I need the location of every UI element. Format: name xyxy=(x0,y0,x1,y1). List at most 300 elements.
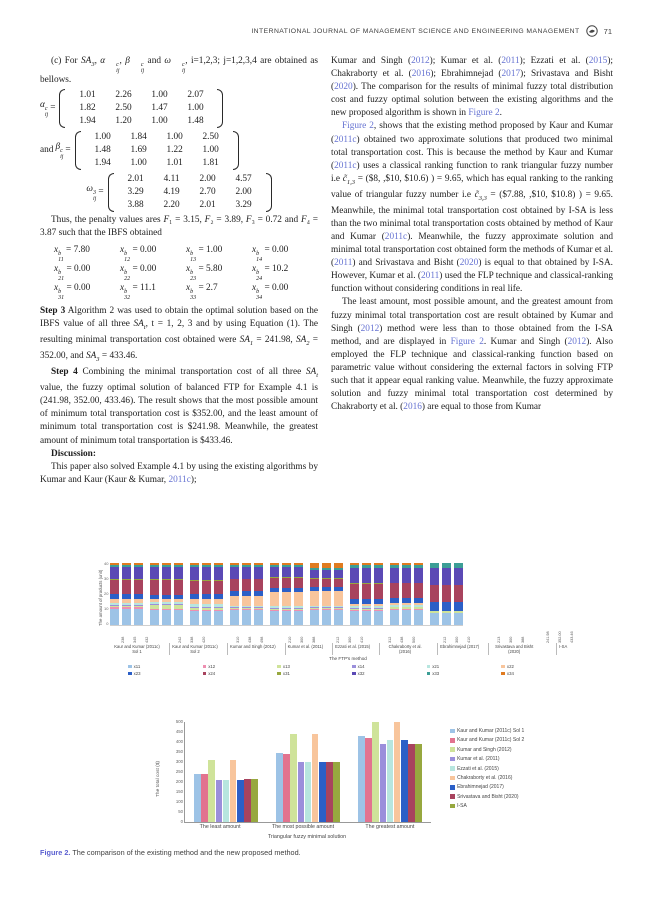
solution-value: x b 12 = 0.00 xyxy=(120,245,157,264)
bar-segment xyxy=(174,610,183,625)
top-chart-yaxis xyxy=(104,562,108,626)
paragraph: Figure 2, shows that the existing method proposed by Kaur and Kumar (2011c) obtained two approximate solutions that produced two minimal total transportation cost. This is because the method by Kaur and Kumar (2011c) uses a classical ranking function to rank triangular fuzzy number i.e $c̃_{1,3}$ = ($8, ,$10, $10.6) ) = 9.65, which has equal ranking to the ranking value of triangular fuzzy number i.e $c̃_{3,3}$ = ($7.88, ,$10, $10.8) ) = 9.65. Meanwhile, the minimal total transportation cost obtained by I-SA is less than the two minimal total transportation costs obtained by method of Kaur and Kumar (2011c). Meanwhile, the fuzzy approximate solution and minimal total transportation cost obtained form the methods of Kumar et al. (2011) and Srivastava and Bisht (2020) is equal to that obtained by I-SA. However, Kumar et al. (2011) used the FLP technique and classical-ranking function without considering conditions in real life. xyxy=(331,121,614,295)
y-tick-label: 20 xyxy=(104,591,109,596)
bar-segment xyxy=(242,579,251,591)
citation-link[interactable]: 2011c xyxy=(334,134,357,145)
legend-swatch xyxy=(277,665,281,669)
bar xyxy=(326,762,333,822)
bar xyxy=(305,762,312,822)
bar-segment xyxy=(350,568,359,583)
legend-item xyxy=(450,803,524,809)
bar-segment xyxy=(230,610,239,625)
stacked-bar xyxy=(322,563,331,625)
citation-link[interactable]: 2011c xyxy=(334,160,357,171)
bar-tick-label: 433.46 xyxy=(570,631,575,643)
citation-link[interactable]: 2020 xyxy=(459,258,479,269)
bar-tick-label: 388 xyxy=(312,636,317,643)
bar-tick-label: 388 xyxy=(521,636,526,643)
bar-segment xyxy=(202,611,211,625)
bar-tick-label: 420 xyxy=(202,636,206,643)
bar-segment xyxy=(190,567,199,580)
citation-link[interactable]: Figure 2 xyxy=(342,121,374,132)
bar xyxy=(380,744,387,822)
bar-segment xyxy=(122,609,131,625)
legend-label: Kumar et al. (2011) xyxy=(457,756,500,763)
stacked-bar xyxy=(254,563,263,625)
y-tick-label: 0 xyxy=(180,819,183,824)
solution-value: x b 13 = 1.00 xyxy=(186,245,223,264)
left-column xyxy=(40,55,318,487)
bar-group xyxy=(358,722,422,822)
solution-value: x b 33 = 2.7 xyxy=(186,283,218,302)
bar-tick-labels xyxy=(178,626,211,643)
legend-label: I-SA xyxy=(457,803,467,810)
bar xyxy=(251,779,258,822)
legend-swatch xyxy=(450,804,455,809)
group-label: Ezzati et al. (2015) xyxy=(332,643,372,655)
math-symbol: x b 12 xyxy=(120,245,131,264)
legend-item xyxy=(427,664,494,669)
math-symbol: x b 21 xyxy=(54,264,65,283)
paragraph: Step 4 Combining the minimal transportation cost of all three $SA_t$ value, the fuzzy optimal solution of balanced FTP for Example 4.1 is (241.98, 352.00, 433.46). The result shows that the most possible amount of minimum total transportation cost is $352.00, and the least amount of minimum total transportation cost is $241.98. Meanwhile, the greatest amount of minimum total transportation is $433.46. xyxy=(40,367,318,446)
bar-segment xyxy=(322,570,331,578)
bar xyxy=(312,734,319,822)
bar-segment xyxy=(282,592,291,606)
stacked-bar-group xyxy=(430,563,463,625)
legend-swatch xyxy=(427,665,431,669)
bar xyxy=(387,740,394,822)
bar-tick-label: 300 xyxy=(509,636,514,643)
legend-label: x12 xyxy=(208,664,216,669)
citation-link[interactable]: 2015 xyxy=(588,56,608,66)
bar-segment xyxy=(362,568,371,583)
math-symbol: ω 3 ij xyxy=(86,184,97,203)
bar-segment xyxy=(270,578,279,588)
bar-segment xyxy=(362,584,371,598)
bar xyxy=(365,738,372,822)
bar xyxy=(394,722,401,822)
math-symbol: x b 22 xyxy=(120,264,131,283)
bar-segment xyxy=(110,609,119,625)
bottom-chart-categories xyxy=(184,824,430,830)
solution-value: x b 32 = 11.1 xyxy=(120,283,156,302)
bar xyxy=(401,740,408,822)
bar-segment xyxy=(242,610,251,625)
bar-segment xyxy=(242,596,251,606)
math-symbol: x b 31 xyxy=(54,283,65,302)
group-label: Srivastava and Bisht (2020) xyxy=(488,643,539,655)
bar-segment xyxy=(294,592,303,606)
legend-item xyxy=(352,671,419,676)
legend-label: Ezzati et al. (2015) xyxy=(457,765,499,772)
citation-link[interactable]: 2016 xyxy=(403,402,422,413)
citation-link[interactable]: 2011c xyxy=(168,474,191,485)
paragraph: Kumar and Singh (2012); Kumar et al. (2011); Ezzati et al. (2015); Chakraborty et al. (2016); Ebrahimnejad (2017); Srivastava and Bisht (2020). The comparison for the results of minimal fuzzy total distribution cost and fuzzy optimal solution between the existing algorithms and the new proposed algorithm is shown in Figure 2. xyxy=(331,56,613,119)
bar-segment xyxy=(230,596,239,606)
legend-swatch xyxy=(450,785,455,790)
matrix: ω 3 ij = 2.01 4.11 2.00 4.57 3.29 4.19 2.70 2.00 3.88 2.20 2.01 3.29 xyxy=(40,172,318,213)
legend-swatch xyxy=(450,738,455,743)
legend-label: x32 xyxy=(357,671,365,676)
bar-segment xyxy=(162,567,171,580)
bar-segment xyxy=(134,580,143,594)
citation-link[interactable]: Figure 2 xyxy=(468,108,500,119)
right-paren xyxy=(266,173,272,212)
bar-segment xyxy=(362,611,371,625)
legend-swatch xyxy=(352,672,356,676)
stacked-bar xyxy=(390,563,399,625)
bar xyxy=(290,734,297,822)
y-tick-label: 30 xyxy=(104,576,109,581)
stacked-chart-plot xyxy=(98,562,598,626)
bar-segment xyxy=(390,610,399,625)
group-label: Kumar et al. (2011) xyxy=(285,643,326,655)
legend-swatch xyxy=(128,665,132,669)
y-tick-label: 40 xyxy=(104,561,109,566)
bar-segment xyxy=(174,580,183,594)
bar-segment xyxy=(230,567,239,579)
legend-item xyxy=(427,671,494,676)
bar-segment xyxy=(294,578,303,588)
category-label: The most possible amount xyxy=(271,824,335,830)
bar-tick-labels xyxy=(236,626,269,643)
stacked-bar-group xyxy=(230,563,263,625)
bar-segment xyxy=(430,613,439,625)
stacked-bar xyxy=(350,563,359,625)
bar-segment xyxy=(350,584,359,598)
figure-label: Figure 2. xyxy=(40,848,71,857)
bar-segment xyxy=(310,579,319,588)
legend-label: Chakraborty et al. (2016) xyxy=(457,774,513,781)
legend-swatch xyxy=(352,665,356,669)
bar-segment xyxy=(374,584,383,598)
solution-value: x b 31 = 0.00 xyxy=(54,283,91,302)
citation-link[interactable]: 2012 xyxy=(360,323,380,334)
stacked-bar xyxy=(282,563,291,625)
bar-segment xyxy=(402,583,411,597)
top-chart-legend xyxy=(128,664,568,676)
y-tick-label: 450 xyxy=(175,729,183,734)
math-symbol: x b 11 xyxy=(54,245,64,264)
bar-segment xyxy=(310,591,319,605)
solution-value: x b 21 = 0.00 xyxy=(54,264,91,283)
legend-item xyxy=(203,671,270,676)
bar-segment xyxy=(442,568,451,586)
math-symbol: β c ij xyxy=(125,56,145,74)
math-symbol: x b 32 xyxy=(120,283,131,302)
bottom-chart-xlabel: Triangular fuzzy minimal solution xyxy=(267,834,347,840)
legend-swatch xyxy=(450,766,455,771)
stacked-bar xyxy=(162,563,171,625)
group-axis-cell xyxy=(169,626,220,655)
bottom-chart-ylabel: The total cost ($) xyxy=(156,761,161,797)
y-tick-label: 300 xyxy=(175,759,183,764)
y-tick-label: 200 xyxy=(175,779,183,784)
group-axis-cell xyxy=(437,626,481,655)
bar-segment xyxy=(454,568,463,586)
stacked-bar xyxy=(122,563,131,625)
citation-link[interactable]: 2020 xyxy=(334,82,353,93)
stacked-bar-group xyxy=(310,563,343,625)
math-symbol: x b 33 xyxy=(186,283,197,302)
citation-link[interactable]: 2011c xyxy=(384,231,408,242)
solution-value: x b 22 = 0.00 xyxy=(120,264,157,283)
group-axis-cell xyxy=(112,626,162,655)
y-tick-label: 150 xyxy=(175,789,183,794)
figure-caption xyxy=(40,848,600,857)
bar-segment xyxy=(270,567,279,577)
citation-link[interactable]: 2011 xyxy=(501,56,520,66)
bottom-chart-plot xyxy=(175,719,431,824)
bar xyxy=(208,760,215,822)
paragraph: Thus, the penalty values ares F₁ = 3.15, F₂ = 3.89, F₃ = 0.72 and F₄ = 3.87 such that the IBFS obtained xyxy=(40,215,318,239)
bar-segment xyxy=(294,611,303,625)
bar-segment xyxy=(282,611,291,625)
bar-segment xyxy=(150,567,159,580)
bar-tick-labels xyxy=(443,626,476,643)
math-symbol: $SA_t$ xyxy=(305,367,318,380)
group-label: Kaur and Kumar (2011c) Sol 2 xyxy=(169,643,220,655)
bar-segment xyxy=(214,581,223,594)
legend-item xyxy=(203,664,270,669)
legend-item xyxy=(450,747,524,753)
math-symbol: $SA_2$ xyxy=(295,335,310,348)
legend-item xyxy=(450,766,524,772)
bar-segment xyxy=(334,570,343,578)
bar-segment xyxy=(150,610,159,625)
stacked-bar xyxy=(402,563,411,625)
bar-groups xyxy=(185,722,431,822)
bar-tick-label: 212 xyxy=(442,636,447,643)
legend-label: x24 xyxy=(208,671,216,676)
math-symbol: α c ij xyxy=(40,100,49,119)
stacked-bar xyxy=(294,563,303,625)
legend-item xyxy=(450,756,524,762)
math-symbol: x b 13 xyxy=(186,245,197,264)
solution-value: x b 23 = 5.80 xyxy=(186,264,223,283)
figure2-bottom-chart xyxy=(158,718,610,850)
matrix-values: 1.01 2.26 1.00 2.07 1.82 2.50 1.47 1.00 1.94 1.20 1.00 1.48 xyxy=(79,90,204,127)
bar xyxy=(201,774,208,822)
bar xyxy=(319,762,326,822)
legend-item xyxy=(128,664,195,669)
bar-segment xyxy=(454,613,463,625)
bar-segment xyxy=(390,568,399,582)
legend-label: x13 xyxy=(282,664,290,669)
legend-label: Kumar and Singh (2012) xyxy=(457,746,512,753)
stacked-bar xyxy=(110,563,119,625)
solution-values xyxy=(54,244,318,301)
bar-segment xyxy=(270,611,279,625)
bar-segment xyxy=(442,585,451,601)
paragraph: The least amount, most possible amount, and the greatest amount from fuzzy minimal total transportation cost are result obtained by Kumar and Singh (2012) method were less than to those obtained from the I-SA method, and are displayed in Figure 2. Kumar and Singh (2012). Also employed the FLP technique and classical-ranking function based on parametric value without considering the external factors in solving FTP such that it appear equal ranking value. Meanwhile, the fuzzy approximate solution and fuzzy minimal total transportation cost determined by Chakraborty et al. (2016) are equal to those from Kumar xyxy=(331,297,614,413)
paragraph: Discussion: xyxy=(51,448,96,459)
bar-segment xyxy=(374,568,383,583)
legend-item xyxy=(128,671,195,676)
bar xyxy=(298,762,305,822)
legend-label: x14 xyxy=(357,664,365,669)
stacked-bar xyxy=(442,563,451,625)
matrix: α c ij = 1.01 2.26 1.00 2.07 1.82 2.50 1.47 1.00 1.94 1.20 1.00 1.48 xyxy=(40,88,318,129)
bar-segment xyxy=(390,583,399,597)
top-chart-xlabel: The FTP's method xyxy=(329,656,367,661)
legend-label: x21 xyxy=(432,664,440,669)
bar-tick-label: 210 xyxy=(288,636,293,643)
journal-title: INTERNATIONAL JOURNAL OF MANAGEMENT SCIENCE AND ENGINEERING MANAGEMENT xyxy=(251,27,580,35)
bar-tick-label: 338 xyxy=(190,636,194,643)
legend-label: Kaur and Kumar (2011c) Sol 2 xyxy=(457,737,525,744)
bar-segment xyxy=(110,567,119,579)
legend-item xyxy=(277,671,344,676)
legend-item xyxy=(450,728,524,734)
math-symbol: x b 14 xyxy=(252,245,263,264)
legend-label: x22 xyxy=(506,664,514,669)
citation-link[interactable]: 2011 xyxy=(334,258,353,269)
bar-segment xyxy=(202,567,211,580)
stacked-bar-group xyxy=(270,563,303,625)
bar-segment xyxy=(134,609,143,625)
legend-swatch xyxy=(203,672,207,676)
stacked-bar xyxy=(242,563,251,625)
bar-tick-label: 310 xyxy=(235,636,240,643)
bottom-chart-legend xyxy=(450,728,524,813)
bar-segment xyxy=(322,579,331,588)
legend-swatch xyxy=(427,672,431,676)
legend-label: Srivastava and Bisht (2020) xyxy=(457,793,519,800)
figure2-top-chart xyxy=(98,562,598,676)
math-symbol: $SA_3$ xyxy=(85,351,100,364)
legend-item xyxy=(352,664,419,669)
legend-item xyxy=(501,671,568,676)
legend-item xyxy=(450,794,524,800)
citation-link[interactable]: 2011 xyxy=(421,271,440,282)
legend-swatch xyxy=(450,794,455,799)
bar-tick-label: 410 xyxy=(466,636,471,643)
bar-segment xyxy=(294,567,303,577)
bar-tick-labels xyxy=(388,626,421,643)
citation-link[interactable]: 2017 xyxy=(501,69,521,80)
matrix-values: 2.01 4.11 2.00 4.57 3.29 4.19 2.70 2.00 3.88 2.20 2.01 3.29 xyxy=(127,174,252,211)
bar xyxy=(415,744,422,822)
legend-swatch xyxy=(203,665,207,669)
bar-segment xyxy=(254,579,263,591)
group-axis-cell xyxy=(227,626,278,655)
stacked-bar xyxy=(190,563,199,625)
legend-swatch xyxy=(450,757,455,762)
bar-segment xyxy=(374,611,383,625)
bar-tick-label: 300 xyxy=(347,636,352,643)
bar-segment xyxy=(122,567,131,579)
math-symbol: $c̃_{1,3}$ xyxy=(342,173,356,186)
legend-swatch xyxy=(501,672,505,676)
bar-segment xyxy=(122,580,131,594)
page-header xyxy=(0,25,612,37)
stacked-bar xyxy=(134,563,143,625)
figure2 xyxy=(40,556,610,856)
legend-swatch xyxy=(450,776,455,781)
bar-group xyxy=(194,760,258,822)
page-number: 71 xyxy=(603,26,612,36)
category-label: The greatest amount xyxy=(365,824,415,830)
legend-swatch xyxy=(128,672,132,676)
bar-tick-labels xyxy=(497,626,530,643)
group-axis-cell xyxy=(379,626,430,655)
stacked-bar xyxy=(214,563,223,625)
citation-link[interactable]: 2012 xyxy=(567,336,587,347)
stacked-bar xyxy=(230,563,239,625)
bar-tick-label: 432 xyxy=(144,636,149,643)
top-chart-xaxis xyxy=(112,626,598,655)
bar xyxy=(194,774,201,822)
y-tick-label: 350 xyxy=(175,749,183,754)
legend-label: x23 xyxy=(133,671,141,676)
bar-segment xyxy=(334,579,343,588)
bar-segment xyxy=(270,592,279,606)
stacked-bar xyxy=(174,563,183,625)
bar-segment xyxy=(254,567,263,579)
bar-segment xyxy=(254,596,263,606)
bar xyxy=(216,780,223,822)
bar xyxy=(283,754,290,822)
math-symbol: $SA_3$ xyxy=(80,56,95,68)
stacked-bar-group xyxy=(390,563,423,625)
math-symbol: ω c ij xyxy=(164,56,186,74)
bar-segment xyxy=(162,610,171,625)
group-axis-cell xyxy=(332,626,372,655)
math-symbol: x b 23 xyxy=(186,264,197,283)
stacked-bar xyxy=(414,563,423,625)
stacked-bar xyxy=(374,563,383,625)
bar-tick-label: 438 xyxy=(400,636,405,643)
bar-tick-label: 212 xyxy=(335,636,340,643)
bar-tick-label: 498 xyxy=(259,636,264,643)
bar-segment xyxy=(414,568,423,582)
group-axis-cell xyxy=(488,626,539,655)
stacked-bar xyxy=(362,563,371,625)
legend-swatch xyxy=(501,665,505,669)
top-chart-ylabel: The amount of products (unit) xyxy=(98,569,103,626)
y-tick-label: 500 xyxy=(175,719,183,724)
citation-link[interactable]: 2012 xyxy=(411,56,430,66)
right-column xyxy=(331,55,613,414)
bar-tick-labels xyxy=(121,626,154,643)
bar-segment xyxy=(254,610,263,625)
bar-segment xyxy=(442,602,451,611)
bar-tick-label: 500 xyxy=(412,636,417,643)
bar-segment xyxy=(322,610,331,625)
citation-link[interactable]: Figure 2 xyxy=(450,336,484,347)
stacked-bar-groups xyxy=(110,563,463,626)
matrix: and β c ij = 1.00 1.84 1.00 2.50 1.48 1.69 1.22 1.00 1.94 1.00 1.01 1.81 xyxy=(40,130,318,171)
legend-swatch xyxy=(450,729,455,734)
bar-segment xyxy=(242,567,251,579)
stacked-bar xyxy=(270,563,279,625)
group-label: Kaur and Kumar (2011c) Sol 1 xyxy=(114,644,160,655)
bar-segment xyxy=(430,568,439,586)
bar-segment xyxy=(282,578,291,588)
stacked-bar-group xyxy=(190,563,223,625)
bar-segment xyxy=(110,580,119,594)
legend-item xyxy=(277,664,344,669)
math-symbol: $c̃_{3,3}$ xyxy=(474,189,487,202)
citation-link[interactable]: 2016 xyxy=(411,69,431,80)
math-symbol: α c ij xyxy=(100,56,120,74)
right-paren xyxy=(233,131,239,170)
bar-tick-label: 352.00 xyxy=(558,631,563,643)
paragraph: Step 3 Algorithm 2 was used to obtain the optimal solution based on the IBFS value of all three $SA_t$, t = 1, 2, 3 and by using Equation (1). The resulting minimal transportation cost obtained were $SA_1 = 241.98$, $SA_2 = 352.00$, and $SA_3 = 433.46$. xyxy=(40,306,318,364)
bar-segment xyxy=(322,591,331,605)
bar-segment xyxy=(442,613,451,625)
